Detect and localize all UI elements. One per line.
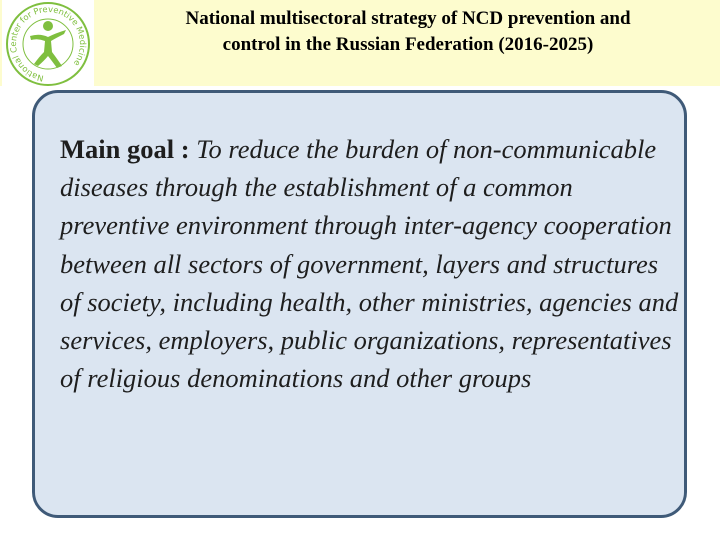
goal-label: Main goal : (60, 134, 190, 164)
goal-statement (60, 130, 680, 397)
running-figure-icon (2, 0, 94, 86)
logo-ring-text: National Center for Preventive Medicine (8, 3, 89, 84)
title-line-2: control in the Russian Federation (2016-2025) (222, 34, 594, 55)
goal-text: To reduce the burden of non-communicable diseases through the establishment of a common preventive environment through inter-agency cooperation between all sectors of government, layers and structures of society, including health, other ministries, agencies and services, employers, public organizations, representatives of religious denominations and other groups (60, 134, 679, 394)
logo (2, 0, 94, 86)
page-title (96, 6, 720, 58)
title-line-1: National multisectoral strategy of NCD prevention and (185, 8, 631, 29)
